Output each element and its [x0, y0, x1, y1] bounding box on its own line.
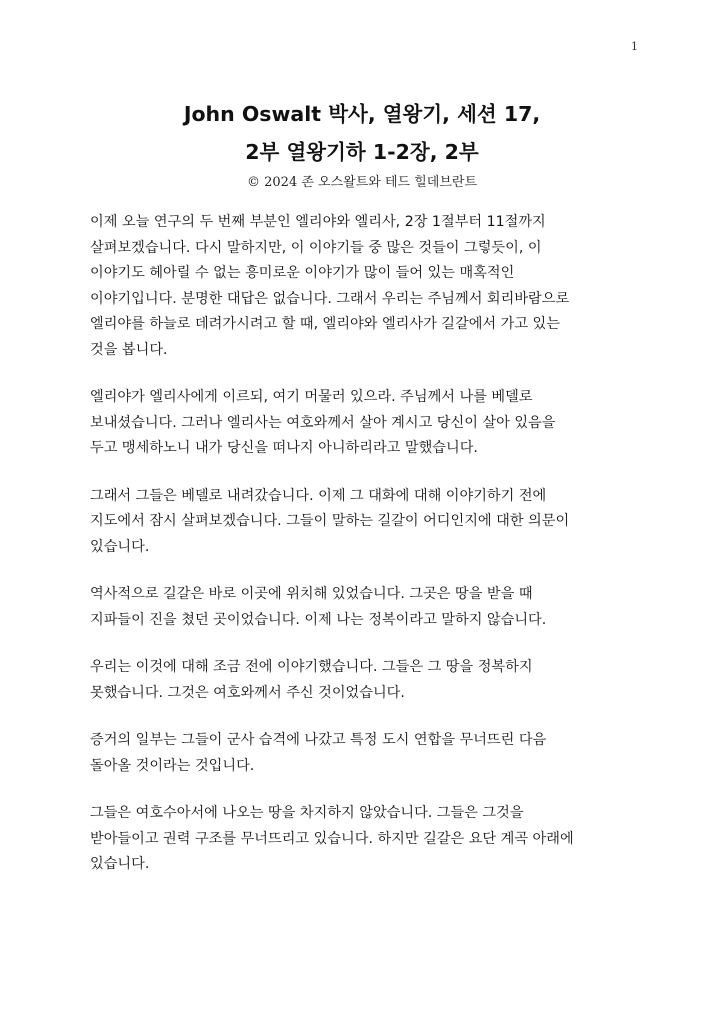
- document-title-line-2: 2부 열왕기하 1-2장, 2부: [245, 140, 479, 164]
- text-line: 우리는 이것에 대해 조금 전에 이야기했습니다. 그들은 그 땅을 정복하지: [90, 659, 533, 675]
- text-line: 그들은 여호수아서에 나오는 땅을 차지하지 않았습니다. 그들은 그것을: [90, 805, 524, 821]
- text-line: 역사적으로 길갈은 바로 이곳에 위치해 있었습니다. 그곳은 땅을 받을 때: [90, 586, 533, 602]
- paragraph-5: [90, 655, 658, 706]
- paragraph-2: [90, 385, 658, 462]
- document-header: [60, 95, 664, 193]
- text-line: 두고 맹세하노니 내가 당신을 떠나지 아니하리라고 말했습니다.: [90, 440, 478, 456]
- text-line: 이제 오늘 연구의 두 번째 부분인 엘리야와 엘리사, 2장 1절부터 11절까지: [90, 214, 546, 230]
- paragraph-1: [90, 210, 658, 363]
- text-line: 돌아올 것이라는 것입니다.: [90, 757, 255, 774]
- text-line: 받아들이고 권력 구조를 무너뜨리고 있습니다. 하지만 길갈은 요단 계곡 아래에: [90, 830, 574, 847]
- paragraph-7: [90, 801, 658, 878]
- page-number: 1: [631, 40, 638, 53]
- text-line: 보내셨습니다. 그러나 엘리사는 여호와께서 살아 계시고 당신이 살아 있음을: [90, 414, 556, 431]
- text-line: 지파들이 진을 쳤던 곳이었습니다. 이제 나는 정복이라고 말하지 않습니다.: [90, 611, 547, 628]
- text-line: 엘리야를 하늘로 데려가시려고 할 때, 엘리야와 엘리사가 길갈에서 가고 있는: [90, 316, 560, 332]
- document-body: [90, 210, 658, 900]
- text-line: 지도에서 잠시 살펴보겠습니다. 그들이 말하는 길갈이 어디인지에 대한 의문이: [90, 513, 570, 529]
- text-line: 살펴보겠습니다. 다시 말하지만, 이 이야기들 중 많은 것들이 그렇듯이, 이: [90, 239, 542, 256]
- paragraph-6: [90, 728, 658, 779]
- paragraph-3: [90, 484, 658, 561]
- text-line: 이야기입니다. 분명한 대답은 없습니다. 그래서 우리는 주님께서 회리바람으로: [90, 290, 570, 307]
- paragraph-4: [90, 582, 658, 633]
- text-line: 증거의 일부는 그들이 군사 습격에 나갔고 특정 도시 연합을 무너뜨린 다음: [90, 732, 547, 748]
- text-line: 있습니다.: [90, 856, 150, 872]
- text-line: 이야기도 헤아릴 수 없는 흥미로운 이야기가 많이 들어 있는 매혹적인: [90, 265, 515, 281]
- document-title-line-1: John Oswalt 박사, 열왕기, 세션 17,: [183, 102, 541, 126]
- text-line: 있습니다.: [90, 538, 150, 555]
- copyright-notice: © 2024 존 오스왈트와 테드 힐데브란트: [247, 175, 477, 190]
- text-line: 그래서 그들은 베델로 내려갔습니다. 이제 그 대화에 대해 이야기하기 전에: [90, 487, 547, 504]
- text-line: 엘리야가 엘리사에게 이르되, 여기 머물러 있으라. 주님께서 나를 베델로: [90, 389, 533, 405]
- text-line: 것을 봅니다.: [90, 341, 168, 358]
- text-line: 못했습니다. 그것은 여호와께서 주신 것이었습니다.: [90, 684, 405, 701]
